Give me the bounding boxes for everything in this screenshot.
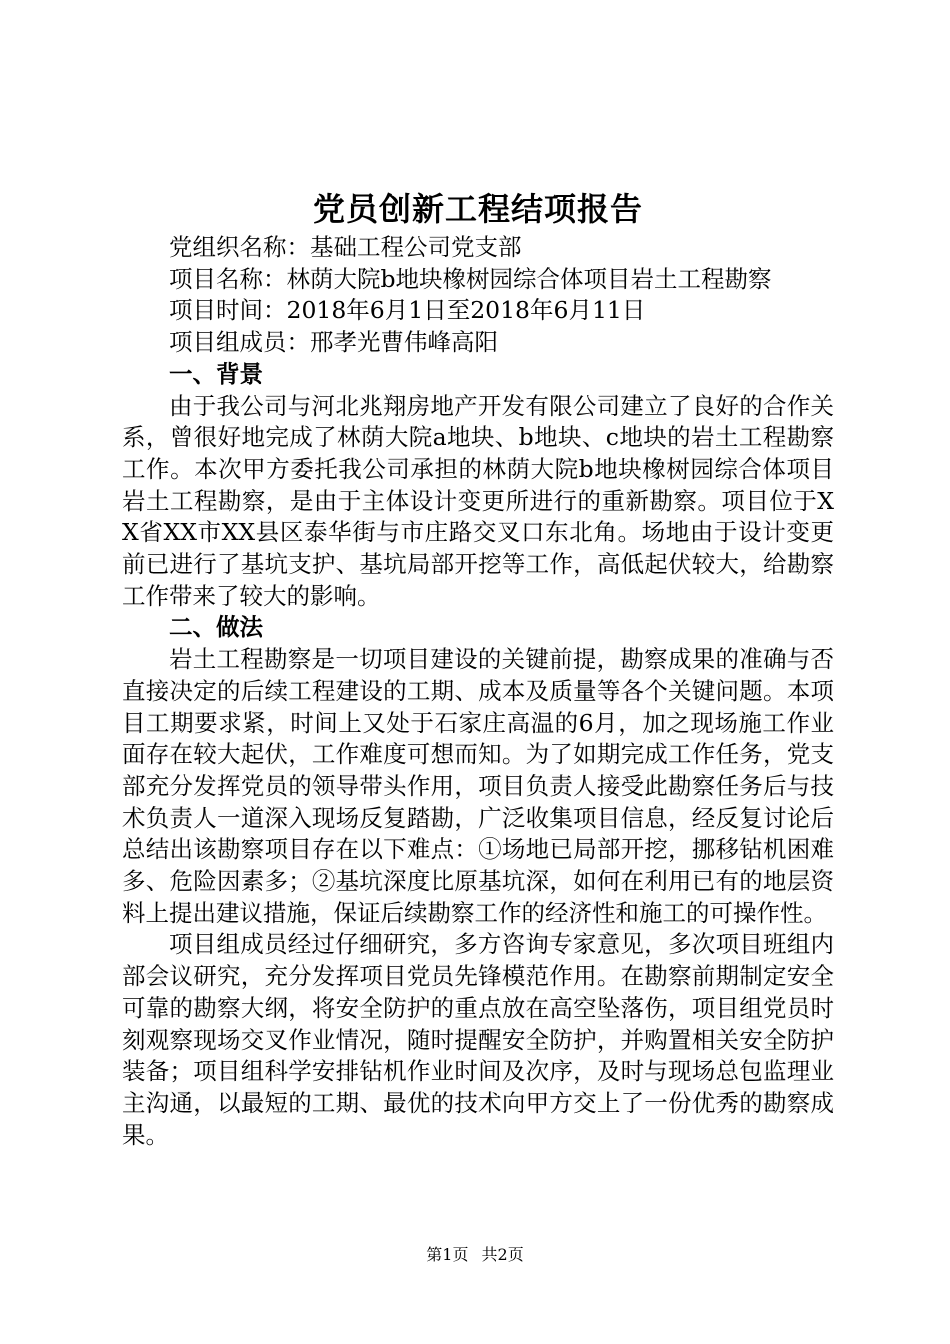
section-heading: 二、做法 bbox=[169, 613, 263, 642]
document-body bbox=[122, 186, 834, 1151]
page-total: 共2页 bbox=[481, 1245, 524, 1264]
section-paragraph: 由于我公司与河北兆翔房地产开发有限公司建立了良好的合作关系，曾很好地完成了林荫大院a地块、b地块、c地块的岩土工程勘察工作。本次甲方委托我公司承担的林荫大院b地块橡树园综合体项目岩土工程勘察，是由于主体设计变更所进行的重新勘察。项目位于XX省XX市XX县区泰华街与市庄路交叉口东北角。场地由于设计变更前已进行了基坑支护、基坑局部开挖等工作，高低起伏较大，给勘察工作带来了较大的影响。 bbox=[122, 391, 834, 610]
project-name-line: 项目名称：林荫大院b地块橡树园综合体项目岩土工程勘察 bbox=[169, 264, 772, 293]
section-heading: 一、背景 bbox=[169, 359, 263, 388]
org-name-line: 党组织名称：基础工程公司党支部 bbox=[169, 233, 522, 261]
section-paragraph: 项目组成员经过仔细研究，多方咨询专家意见，多次项目班组内部会议研究，充分发挥项目党员先锋模范作用。在勘察前期制定安全可靠的勘察大纲，将安全防护的重点放在高空坠落伤，项目组党员时刻观察现场交叉作业情况，随时提醒安全防护，并购置相关安全防护装备；项目组科学安排钻机作业时间及次序，及时与现场总包监理业主沟通，以最短的工期、最优的技术向甲方交上了一份优秀的勘察成果。 bbox=[122, 930, 834, 1149]
document-title: 党员创新工程结项报告 bbox=[312, 190, 643, 228]
page-footer bbox=[0, 1244, 950, 1266]
section-paragraph: 岩土工程勘察是一切项目建设的关键前提，勘察成果的准确与否直接决定的后续工程建设的工期、成本及质量等各个关键问题。本项目工期要求紧，时间上又处于石家庄高温的6月，加之现场施工作业面存在较大起伏，工作难度可想而知。为了如期完成工作任务，党支部充分发挥党员的领导带头作用，项目负责人接受此勘察任务后与技术负责人一道深入现场反复踏勘，广泛收集项目信息，经反复讨论后总结出该勘察项目存在以下难点：①场地已局部开挖，挪移钻机困难多、危险因素多；②基坑深度比原基坑深，如何在利用已有的地层资料上提出建议措施，保证后续勘察工作的经济性和施工的可操作性。 bbox=[122, 645, 834, 927]
project-time-line: 项目时间：2018年6月1日至2018年6月11日 bbox=[169, 296, 646, 325]
project-members-line: 项目组成员：邢孝光曹伟峰高阳 bbox=[169, 328, 498, 357]
section-background bbox=[122, 359, 834, 613]
page-number: 第1页 bbox=[426, 1245, 469, 1264]
section-method bbox=[122, 612, 834, 1151]
